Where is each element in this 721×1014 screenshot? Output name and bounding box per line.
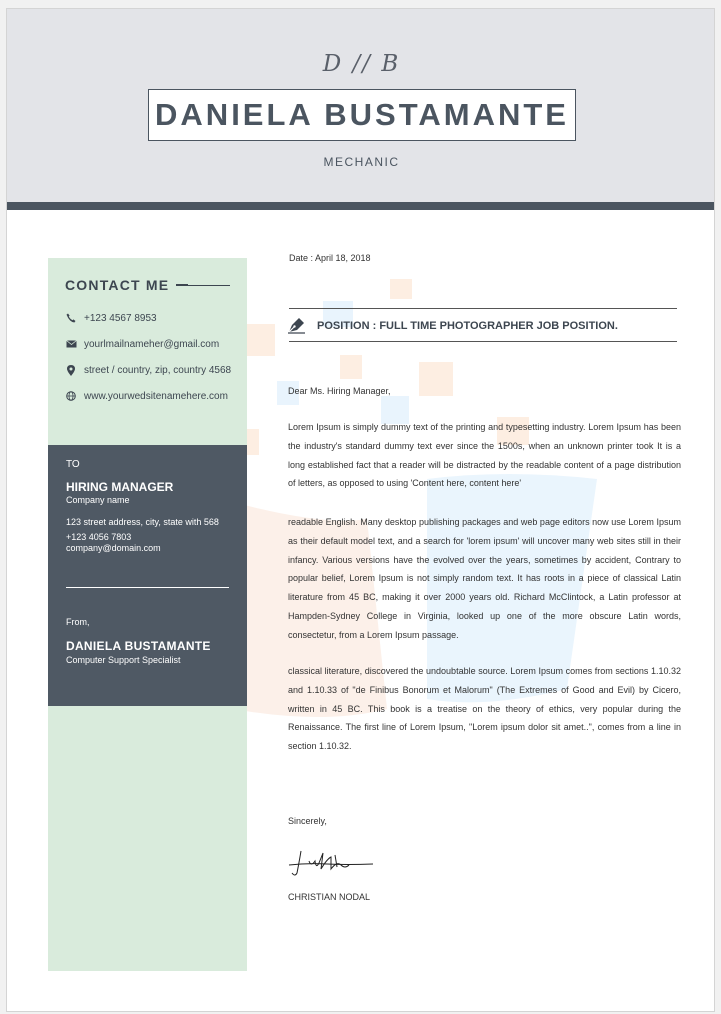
sender-role: Computer Support Specialist bbox=[66, 655, 181, 665]
contact-phone bbox=[65, 312, 157, 324]
envelope-icon bbox=[65, 338, 77, 350]
recipient-address: 123 street address, city, state with 568 bbox=[66, 517, 219, 527]
position-rule-top bbox=[289, 308, 677, 309]
contact-address bbox=[65, 364, 231, 376]
recipient-email: company@domain.com bbox=[66, 543, 161, 553]
recipient-phone: +123 4056 7803 bbox=[66, 532, 132, 542]
candidate-name: DANIELA BUSTAMANTE bbox=[155, 97, 569, 132]
contact-email bbox=[65, 338, 219, 350]
pen-icon bbox=[287, 316, 307, 334]
letter-paragraph-3: classical literature, discovered the undoubtable source. Lorem Ipsum comes from sections 1.10.32 and 1.10.33 of "de Finibus Bonorum et Malorum" (The Extremes of Good and Evil) by Cicero, written in 45 BC. This book is a treatise on the theory of ethics, very popular during the Renaissance. The first line of Lorem Ipsum, "Lorem ipsum dolor sit amet..", comes from a line in section 1.10.32. bbox=[288, 666, 681, 752]
recipient-name: HIRING MANAGER bbox=[66, 480, 174, 494]
letter-date: Date : April 18, 2018 bbox=[289, 253, 371, 263]
recipient-divider bbox=[66, 587, 229, 588]
closing: Sincerely, bbox=[288, 816, 327, 826]
sender-name: DANIELA BUSTAMANTE bbox=[66, 639, 211, 653]
position-heading: POSITION : FULL TIME PHOTOGRAPHER JOB POSITION. bbox=[317, 320, 618, 332]
contact-heading-rule bbox=[176, 285, 230, 286]
recipient-box bbox=[48, 445, 247, 706]
contact-phone-text: +123 4567 8953 bbox=[84, 312, 157, 324]
globe-icon bbox=[65, 390, 77, 402]
contact-email-text[interactable]: yourlmailnameher@gmail.com bbox=[84, 338, 220, 350]
to-label: TO bbox=[66, 459, 80, 470]
job-title: MECHANIC bbox=[323, 155, 400, 169]
salutation: Dear Ms. Hiring Manager, bbox=[288, 386, 391, 396]
contact-website-text[interactable]: www.yourwedsitenamehere.com bbox=[84, 390, 228, 402]
recipient-company: Company name bbox=[66, 495, 130, 505]
monogram: D // B bbox=[322, 51, 401, 77]
sidebar bbox=[48, 258, 247, 971]
letter-paragraph-2: readable English. Many desktop publishing packages and web page editors now use Lorem Ipsum as their default model text, and a search for 'lorem ipsum' will uncover many web sites still in their infancy. Various versions have the evolved over the years, sometimes by accident, Contrary to popular belief, Lorem Ipsum is not simply random text. It has roots in a piece of classical Latin literature from 45 BC, making it over 2000 years old. Richard McClintock, a Latin professor at Hampden-Sydney College in Virginia, looked up one of the more obscure Latin words, consectetur, from a Lorem Ipsum passage. bbox=[288, 517, 681, 640]
from-label: From, bbox=[66, 617, 90, 627]
signature-image bbox=[287, 843, 377, 879]
phone-icon bbox=[65, 312, 77, 324]
contact-address-text: street / country, zip, country 4568 bbox=[84, 364, 232, 376]
header-divider-bar bbox=[7, 202, 715, 210]
contact-website bbox=[65, 390, 228, 402]
resume-page bbox=[6, 8, 715, 1012]
position-rule-bottom bbox=[289, 341, 677, 342]
signer-name: CHRISTIAN NODAL bbox=[288, 892, 371, 902]
location-pin-icon bbox=[65, 364, 77, 376]
name-box bbox=[148, 89, 576, 141]
contact-heading: CONTACT ME bbox=[65, 277, 170, 293]
letter-paragraph-1: Lorem Ipsum is simply dummy text of the printing and typesetting industry. Lorem Ipsum has been the industry's standard dummy text ever since the 1500s, when an unknown printer took It is a long established fact that a reader will be distracted by the readable content of a page distribution of letters, as opposed to using 'Content here, content here' bbox=[288, 422, 681, 489]
